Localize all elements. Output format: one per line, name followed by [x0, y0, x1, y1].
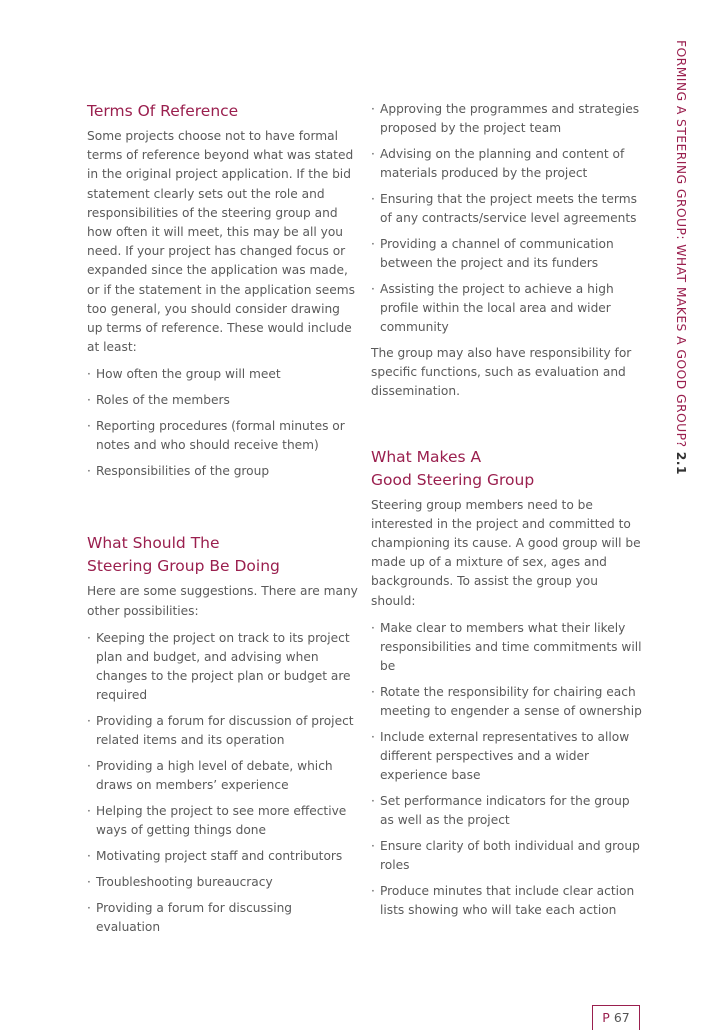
list-item: · Motivating project staff and contributors [87, 848, 343, 863]
suggestions-paragraph: Here are some suggestions. There are many other possibilities: [87, 584, 358, 618]
list-item: · Reporting procedures (formal minutes or notes and who should receive them) [87, 419, 345, 453]
page-prefix: P [602, 1010, 610, 1025]
list-item: · How often the group will meet [87, 367, 281, 382]
list-item: · Responsibilities of the group [87, 464, 270, 479]
list-item: · Ensuring that the project meets the terms of any contracts/service level agreements [371, 192, 637, 225]
list-item: · Assisting the project to achieve a high profile within the local area and wider community [371, 282, 614, 334]
list-item: · Advising on the planning and content of materials produced by the project [371, 147, 625, 180]
list-item: · Roles of the members [87, 393, 230, 408]
right-column [371, 100, 643, 927]
list-item: · Approving the programmes and strategies proposed by the project team [371, 102, 640, 135]
list-item: · Include external representatives to allow different perspectives and a wider experience base [371, 729, 630, 782]
list-item: · Providing a high level of debate, which draws on members’ experience [87, 758, 333, 792]
left-column [87, 100, 359, 944]
list-item: · Helping the project to see more effective ways of getting things done [87, 803, 347, 837]
list-item: · Troubleshooting bureaucracy [87, 874, 273, 889]
list-item: · Providing a forum for discussion of project related items and its operation [87, 713, 354, 747]
list-item: · Rotate the responsibility for chairing each meeting to engender a sense of ownership [371, 684, 642, 718]
section-number: 2.1 [674, 451, 689, 475]
heading-what-should-group-do: What Should The Steering Group Be Doing [87, 534, 280, 576]
list-item: · Make clear to members what their likely responsibilities and time commitments will be [371, 620, 642, 673]
list-item: · Set performance indicators for the group as well as the project [371, 793, 630, 827]
list-item: · Keeping the project on track to its project plan and budget, and advising when changes to the project plan or budget are required [87, 630, 351, 702]
page-number [592, 1005, 640, 1030]
suggestions-list [87, 629, 359, 937]
list-item: · Providing a forum for discussing evaluation [87, 900, 293, 934]
running-header [674, 40, 689, 475]
page-number-value: 67 [613, 1010, 630, 1025]
list-item: · Providing a channel of communication between the project and its funders [371, 237, 614, 270]
terms-list [87, 365, 359, 481]
list-item: · Produce minutes that include clear action lists showing who will take each action [371, 883, 635, 917]
list-item: · Ensure clarity of both individual and group roles [371, 838, 640, 872]
members-paragraph: Steering group members need to be interested in the project and committed to championing its cause. A good group will be made up of a mixture of sex, ages and backgrounds. To assist the group you should: [371, 497, 641, 608]
responsibility-paragraph: The group may also have responsibility for specific functions, such as evaluation and dissemination. [371, 346, 632, 399]
heading-terms-of-reference: Terms Of Reference [87, 102, 239, 120]
functions-list [371, 100, 643, 337]
heading-what-makes-good-group: What Makes A Good Steering Group [371, 447, 535, 489]
terms-paragraph: Some projects choose not to have formal terms of reference beyond what was stated in the original project application. If the bid statement clearly sets out the role and responsibilities of the steering group and how often it will meet, this may be all you need. If your project has changed focus or expanded since the application was made, or if the statement in the application seems too general, you should consider drawing up terms of reference. These would include at least: [87, 129, 355, 355]
running-header-text: FORMING A STEERING GROUP: WHAT MAKES A GOOD GROUP? [674, 40, 689, 448]
good-group-list [371, 619, 643, 920]
